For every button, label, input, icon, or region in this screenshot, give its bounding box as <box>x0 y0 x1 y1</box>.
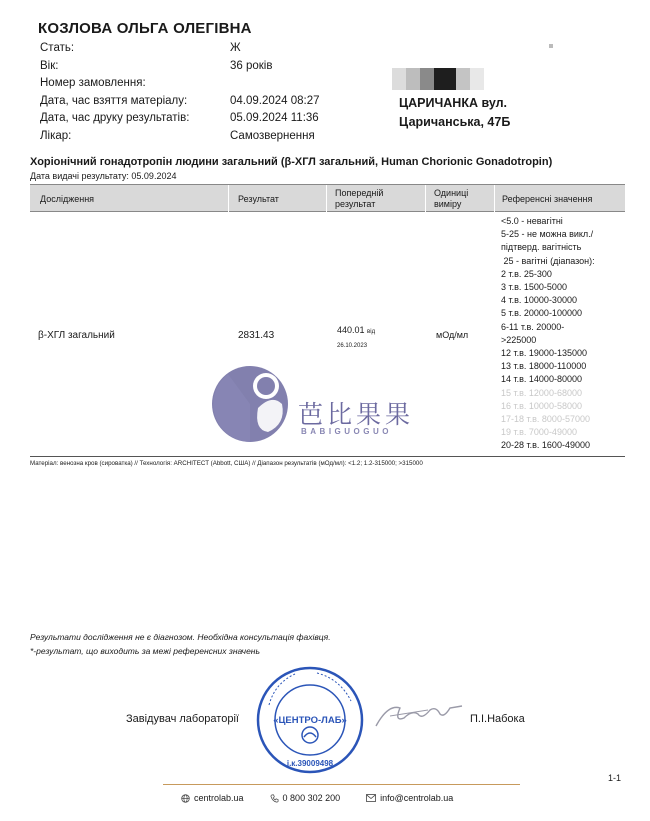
info-row-collected <box>40 93 390 111</box>
reference-values <box>501 215 595 453</box>
reference-line: >225000 <box>501 334 537 345</box>
reference-line: 6-11 т.в. 20000- <box>501 321 565 332</box>
issue-date: Дата видачі результату: 05.09.2024 <box>30 171 177 181</box>
reference-line: 5-25 - не можна викл./ <box>501 229 594 240</box>
info-label: Номер замовлення: <box>40 77 146 89</box>
info-label: Стать: <box>40 42 75 54</box>
footer-phone[interactable] <box>270 793 341 803</box>
reference-line: 3 т.в. 1500-5000 <box>501 282 567 293</box>
address-line-1: ЦАРИЧАНКА вул. <box>399 96 508 110</box>
row-units: мОд/мл <box>436 330 469 340</box>
header-units-2: виміру <box>434 199 462 209</box>
reference-line: 16 т.в. 10000-58000 <box>501 400 582 411</box>
info-row-printed <box>40 110 390 128</box>
disclaimer-line-1: Результати дослідження не є діагнозом. Необхідна консультація фахівця. <box>30 632 331 642</box>
reference-line: 4 т.в. 10000-30000 <box>501 295 577 306</box>
info-label: Лікар: <box>40 129 72 142</box>
lab-address <box>399 94 510 132</box>
reference-line: 5 т.в. 20000-100000 <box>501 308 582 319</box>
header-study: Дослідження <box>40 194 95 204</box>
reference-line: підтверд. вагітність <box>501 242 582 253</box>
reference-line: <5.0 - невагітні <box>501 216 563 226</box>
lab-stamp-icon <box>255 665 365 775</box>
lab-head-title: Завідувач лабораторії <box>126 713 239 725</box>
info-value: 05.09.2024 11:36 <box>230 112 319 124</box>
header-previous-1: Попередній <box>335 188 384 198</box>
footer <box>181 793 473 803</box>
globe-icon <box>181 794 190 803</box>
previous-date: 26.10.2023 <box>337 343 368 349</box>
disclaimer-line-2: *-результат, що виходить за межі референсних значень <box>30 646 260 656</box>
previous-value: 440.01 <box>337 325 365 335</box>
reference-line: 2 т.в. 25-300 <box>501 268 552 279</box>
info-value: 36 років <box>230 59 273 72</box>
watermark-text: 芭比果果 <box>298 400 415 429</box>
signature-icon <box>370 696 470 732</box>
footer-website[interactable] <box>181 793 244 803</box>
row-result: 2831.43 <box>238 330 275 341</box>
material-note: Матеріал: венозна кров (сироватка) // Технологія: ARCHITECT (Abbott, США) // Діапазон результатів (мОд/мл): <1.2; 1.2-315000; >315000 <box>30 460 423 467</box>
email-text: info@centrolab.ua <box>380 793 454 803</box>
results-table-header <box>30 184 625 212</box>
phone-text: 0 800 302 200 <box>282 793 341 803</box>
reference-line: 20-28 т.в. 1600-49000 <box>501 440 590 451</box>
test-title: Хоріонічний гонадотропін людини загальний (β-ХГЛ загальний, Human Chorionic Gonadotropin) <box>30 156 553 168</box>
redacted-area <box>392 68 484 90</box>
info-value <box>230 75 390 93</box>
reference-line: 17-18 т.в. 8000-57000 <box>501 414 590 425</box>
info-row-age <box>40 58 390 76</box>
header-result: Результат <box>238 194 279 204</box>
patient-info <box>40 40 390 145</box>
table-bottom-rule <box>30 456 625 457</box>
info-label: Дата, час друку результатів: <box>40 112 190 124</box>
reference-line: 19 т.в. 7000-49000 <box>501 427 577 438</box>
info-label: Вік: <box>40 59 59 72</box>
watermark-subtext: BABIGUOGUO <box>301 427 392 436</box>
info-value: Ж <box>230 42 241 54</box>
redaction-mark <box>549 44 553 48</box>
mail-icon <box>366 794 376 802</box>
footer-rule <box>163 784 520 785</box>
info-row-doctor <box>40 128 390 146</box>
reference-line: 12 т.в. 19000-135000 <box>501 348 587 359</box>
info-row-order <box>40 75 390 93</box>
signer-name: П.І.Набока <box>470 713 525 725</box>
previous-from: від <box>367 329 376 335</box>
website-text: centrolab.ua <box>194 793 244 803</box>
patient-name: КОЗЛОВА ОЛЬГА ОЛЕГІВНА <box>38 20 252 37</box>
info-value: Самозвернення <box>230 129 315 142</box>
footer-email[interactable] <box>366 793 453 803</box>
info-value: 04.09.2024 08:27 <box>230 94 320 107</box>
page-number: 1-1 <box>608 773 622 783</box>
info-row-sex <box>40 40 390 58</box>
header-reference: Референсні значення <box>502 194 593 204</box>
disclaimer <box>30 630 331 658</box>
row-previous <box>337 323 375 353</box>
info-label: Дата, час взяття матеріалу: <box>40 94 188 107</box>
header-previous-2: результат <box>335 199 376 209</box>
reference-line: 13 т.в. 18000-110000 <box>501 361 587 372</box>
header-units-1: Одиниці <box>434 188 469 198</box>
reference-line: 15 т.в. 12000-68000 <box>501 387 582 398</box>
phone-icon <box>270 794 279 803</box>
address-line-2: Царичанська, 47Б <box>399 115 511 129</box>
stamp-center-text: «ЦЕНТРО-ЛАБ» <box>273 715 347 726</box>
stamp-code-text: і.к.39009498 <box>286 759 334 768</box>
row-test-name: β-ХГЛ загальний <box>38 330 115 341</box>
reference-line: 25 - вагітні (діапазон): <box>501 255 595 266</box>
reference-line: 14 т.в. 14000-80000 <box>501 374 582 385</box>
